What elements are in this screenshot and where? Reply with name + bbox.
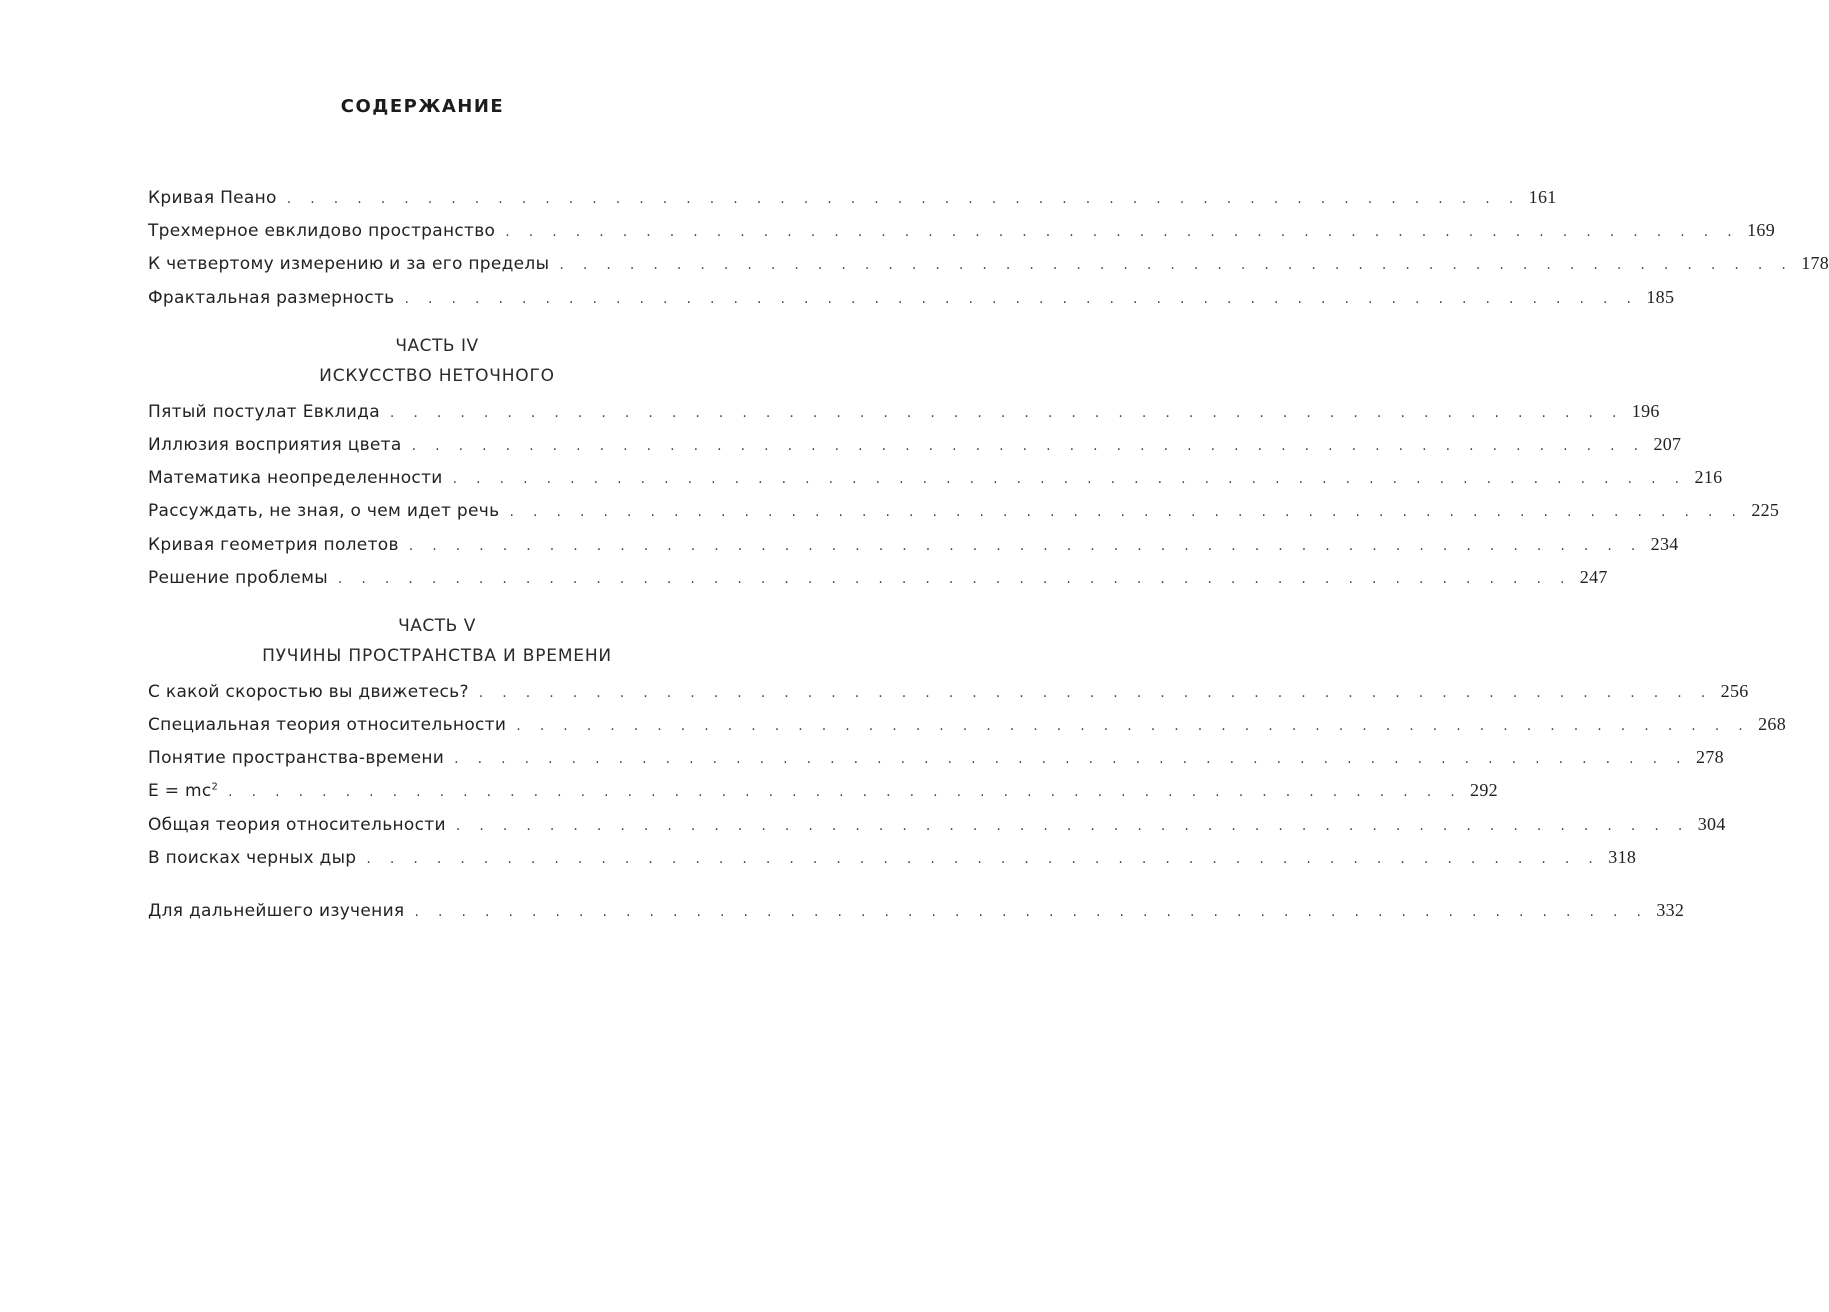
- dot-leader: . . . . . . . . . . . . . . . . . . . . . . . . . . . . . . . . . . . . . . . . . . . . . . . . . . . . .: [505, 224, 1740, 241]
- formula-text: E = mc: [148, 781, 212, 802]
- dot-leader: . . . . . . . . . . . . . . . . . . . . . . . . . . . . . . . . . . . . . . . . . . . . . . . . . . . . .: [408, 537, 1643, 554]
- entry-page: 207: [1653, 433, 1682, 454]
- entry-title: В поисках черных дыр: [148, 847, 357, 868]
- section-gap: [148, 877, 726, 897]
- toc-entry[interactable]: [148, 250, 1829, 283]
- dot-leader: . . . . . . . . . . . . . . . . . . . . . . . . . . . . . . . . . . . . . . . . . . . . . . . . . . . . .: [411, 437, 1646, 454]
- entry-page: 332: [1656, 900, 1685, 920]
- dot-leader: . . . . . . . . . . . . . . . . . . . . . . . . . . . . . . . . . . . . . . . . . . . . . . . . . . . . .: [228, 784, 1462, 801]
- dot-leader: . . . . . . . . . . . . . . . . . . . . . . . . . . . . . . . . . . . . . . . . . . . . . . . . . . . . .: [509, 504, 1744, 521]
- toc-entry[interactable]: [148, 217, 1776, 250]
- entry-page: 304: [1697, 813, 1726, 834]
- formula-superscript: 2: [211, 781, 219, 793]
- toc-entry[interactable]: [148, 564, 1608, 597]
- entry-page: 278: [1696, 747, 1724, 768]
- part-5-label: ЧАСТЬ V: [398, 615, 476, 636]
- entry-title: Трехмерное евклидово пространство: [148, 221, 496, 242]
- dot-leader: . . . . . . . . . . . . . . . . . . . . . . . . . . . . . . . . . . . . . . . . . . . . . . . . . . . . .: [337, 570, 1572, 587]
- toc-entry[interactable]: [148, 744, 1724, 777]
- part-4-name: ИСКУССТВО НЕТОЧНОГО: [319, 365, 555, 386]
- entry-title: Фрактальная размерность: [148, 287, 395, 308]
- dot-leader: . . . . . . . . . . . . . . . . . . . . . . . . . . . . . . . . . . . . . . . . . . . . . . . . . . . . .: [452, 471, 1687, 488]
- toc-entry[interactable]: [148, 464, 1723, 497]
- entry-title: [148, 778, 218, 804]
- entry-title: Специальная теория относительности: [148, 715, 507, 736]
- part-5-name: ПУЧИНЫ ПРОСТРАНСТВА И ВРЕМЕНИ: [262, 645, 612, 666]
- toc-entry[interactable]: [148, 844, 1637, 877]
- entry-page: 225: [1751, 500, 1780, 521]
- entry-title: Понятие пространства-времени: [148, 748, 445, 769]
- entry-title: Иллюзия восприятия цвета: [148, 434, 402, 455]
- entry-title: Кривая геометрия полетов: [148, 534, 399, 555]
- dot-leader: . . . . . . . . . . . . . . . . . . . . . . . . . . . . . . . . . . . . . . . . . . . . . . . . . . . . .: [286, 191, 1521, 207]
- entry-title: К четвертому измерению и за его пределы: [148, 254, 550, 275]
- entry-page: 178: [1801, 253, 1829, 274]
- toc-entry[interactable]: [148, 711, 1787, 744]
- dot-leader: . . . . . . . . . . . . . . . . . . . . . . . . . . . . . . . . . . . . . . . . . . . . . . . . . . . . .: [404, 290, 1639, 307]
- toc-entry[interactable]: [148, 431, 1682, 464]
- table-of-contents: [148, 184, 1829, 930]
- toc-entry[interactable]: [148, 811, 1726, 844]
- toc-entry[interactable]: [148, 678, 1749, 711]
- part-4-label: ЧАСТЬ IV: [395, 335, 479, 356]
- entry-title: Рассуждать, не зная, о чем идет речь: [148, 501, 500, 522]
- toc-entry[interactable]: [148, 531, 1679, 564]
- page-title: СОДЕРЖАНИЕ: [340, 96, 505, 117]
- entry-page: 196: [1631, 400, 1660, 421]
- entry-page: 268: [1758, 714, 1787, 735]
- toc-entry[interactable]: [148, 897, 1685, 930]
- entry-title: Математика неопределенности: [148, 468, 443, 489]
- dot-leader: . . . . . . . . . . . . . . . . . . . . . . . . . . . . . . . . . . . . . . . . . . . . . . . . . . . . .: [516, 718, 1751, 735]
- entry-page: 234: [1650, 533, 1679, 554]
- toc-entry[interactable]: [148, 398, 1660, 431]
- toc-entry[interactable]: [148, 497, 1780, 530]
- dot-leader: . . . . . . . . . . . . . . . . . . . . . . . . . . . . . . . . . . . . . . . . . . . . . . . . . . . . .: [559, 257, 1794, 274]
- entry-page: 169: [1747, 220, 1776, 241]
- entry-title: С какой скоростью вы движетесь?: [148, 681, 469, 702]
- entry-title: Общая теория относительности: [148, 814, 446, 835]
- entry-page: 216: [1694, 467, 1723, 488]
- entry-title: Решение проблемы: [148, 567, 328, 588]
- entry-title: Для дальнейшего изучения: [148, 901, 405, 921]
- toc-entry[interactable]: [148, 777, 1498, 810]
- entry-page: 247: [1579, 566, 1608, 587]
- entry-title: Пятый постулат Евклида: [148, 401, 380, 422]
- dot-leader: . . . . . . . . . . . . . . . . . . . . . . . . . . . . . . . . . . . . . . . . . . . . . . . . . . . . .: [389, 404, 1624, 421]
- dot-leader: . . . . . . . . . . . . . . . . . . . . . . . . . . . . . . . . . . . . . . . . . . . . . . . . . . . . .: [455, 817, 1690, 834]
- dot-leader: . . . . . . . . . . . . . . . . . . . . . . . . . . . . . . . . . . . . . . . . . . . . . . . . . . . . .: [366, 850, 1601, 867]
- entry-page: 256: [1720, 680, 1749, 701]
- entry-title: Кривая Пеано: [148, 188, 277, 208]
- entry-page: 318: [1608, 846, 1637, 867]
- dot-leader: . . . . . . . . . . . . . . . . . . . . . . . . . . . . . . . . . . . . . . . . . . . . . . . . . . . . .: [414, 904, 1649, 920]
- toc-entry[interactable]: [148, 184, 1557, 217]
- toc-entry[interactable]: [148, 284, 1675, 317]
- entry-page: 185: [1646, 286, 1675, 307]
- dot-leader: . . . . . . . . . . . . . . . . . . . . . . . . . . . . . . . . . . . . . . . . . . . . . . . . . . . . .: [454, 751, 1688, 768]
- entry-page: 161: [1528, 187, 1557, 207]
- entry-page: 292: [1470, 780, 1498, 801]
- dot-leader: . . . . . . . . . . . . . . . . . . . . . . . . . . . . . . . . . . . . . . . . . . . . . . . . . . . . .: [478, 684, 1713, 701]
